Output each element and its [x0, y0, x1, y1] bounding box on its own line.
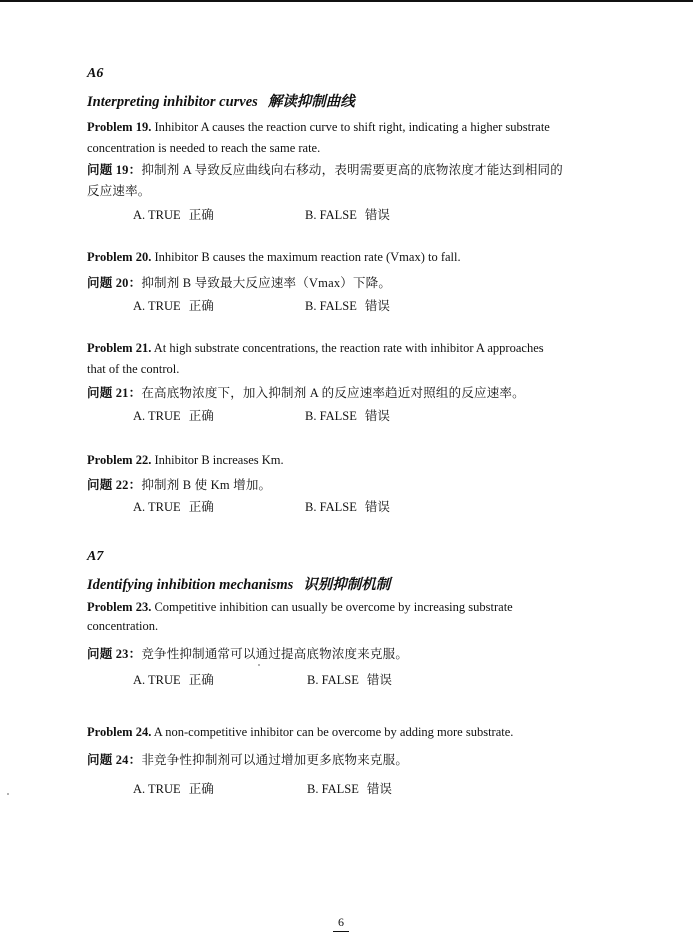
problem-text-zh: 反应速率。 — [87, 184, 151, 198]
section-title-en: Interpreting inhibitor curves — [87, 94, 258, 110]
problem-text-zh: 问题 23：竞争性抑制通常可以通过提高底物浓度来克服。 — [87, 647, 409, 661]
page-number: 6 — [338, 915, 344, 929]
problem-text-en: concentration. — [87, 619, 159, 633]
option-true[interactable]: A. TRUE 正确 — [133, 500, 214, 514]
problem-text-zh: 问题 21：在高底物浓度下，加入抑制剂 A 的反应速率趋近对照组的反应速率。 — [87, 386, 525, 400]
problem-text-en: that of the control. — [87, 362, 180, 376]
section-id: A6 — [87, 66, 104, 81]
option-true[interactable]: A. TRUE 正确 — [133, 782, 214, 796]
problem-label-zh: 问题 23： — [87, 647, 142, 661]
problem-text-zh: 问题 20：抑制剂 B 导致最大反应速率（Vmax）下降。 — [87, 276, 392, 290]
scan-speck — [7, 793, 9, 795]
problem-text-zh: 问题 19：抑制剂 A 导致反应曲线向右移动，表明需要更高的底物浓度才能达到相同的 — [87, 163, 563, 177]
option-false[interactable]: B. FALSE 错误 — [305, 208, 390, 222]
problem-text-en: Problem 23. Competitive inhibition can usually be overcome by increasing substrate — [87, 600, 513, 614]
problem-label: Problem 20. — [87, 250, 152, 264]
problem-label: Problem 19. — [87, 120, 152, 134]
section-title-en: Identifying inhibition mechanisms — [87, 577, 294, 593]
problem-label-zh: 问题 20： — [87, 276, 142, 290]
section-title — [87, 573, 390, 594]
option-true[interactable]: A. TRUE 正确 — [133, 299, 214, 313]
option-false[interactable]: B. FALSE 错误 — [305, 299, 390, 313]
problem-text-zh: 问题 22：抑制剂 B 使 Km 增加。 — [87, 478, 272, 492]
option-false[interactable]: B. FALSE 错误 — [305, 409, 390, 423]
problem-label: Problem 21. — [87, 341, 152, 355]
option-false[interactable]: B. FALSE 错误 — [307, 782, 392, 796]
problem-label: Problem 23. — [87, 600, 152, 614]
problem-text-en: Problem 22. Inhibitor B increases Km. — [87, 453, 284, 467]
problem-text-en: Problem 24. A non-competitive inhibitor can be overcome by adding more substrate. — [87, 725, 514, 739]
problem-label-zh: 问题 24： — [87, 753, 142, 767]
option-true[interactable]: A. TRUE 正确 — [133, 409, 214, 423]
problem-label: Problem 22. — [87, 453, 152, 467]
problem-label: Problem 24. — [87, 725, 152, 739]
problem-text-zh: 问题 24：非竞争性抑制剂可以通过增加更多底物来克服。 — [87, 753, 409, 767]
option-false[interactable]: B. FALSE 错误 — [305, 500, 390, 514]
problem-text-en: Problem 20. Inhibitor B causes the maximum reaction rate (Vmax) to fall. — [87, 250, 461, 264]
problem-text-en: concentration is needed to reach the same rate. — [87, 141, 321, 155]
problem-text-en: Problem 19. Inhibitor A causes the reaction curve to shift right, indicating a higher substrate — [87, 120, 550, 134]
section-id: A7 — [87, 549, 104, 564]
problem-label-zh: 问题 22： — [87, 478, 142, 492]
option-true[interactable]: A. TRUE 正确 — [133, 208, 214, 222]
scan-speck — [258, 664, 260, 666]
problem-label-zh: 问题 21： — [87, 386, 142, 400]
section-title-zh: 识别抑制机制 — [303, 577, 391, 593]
option-true[interactable]: A. TRUE 正确 — [133, 673, 214, 687]
problem-text-en: Problem 21. At high substrate concentrations, the reaction rate with inhibitor A approaches — [87, 341, 544, 355]
option-false[interactable]: B. FALSE 错误 — [307, 673, 392, 687]
section-title-zh: 解读抑制曲线 — [267, 94, 355, 110]
section-title — [87, 90, 355, 111]
problem-label-zh: 问题 19： — [87, 163, 142, 177]
page-number-underline — [333, 931, 349, 932]
top-border-line — [0, 0, 693, 2]
